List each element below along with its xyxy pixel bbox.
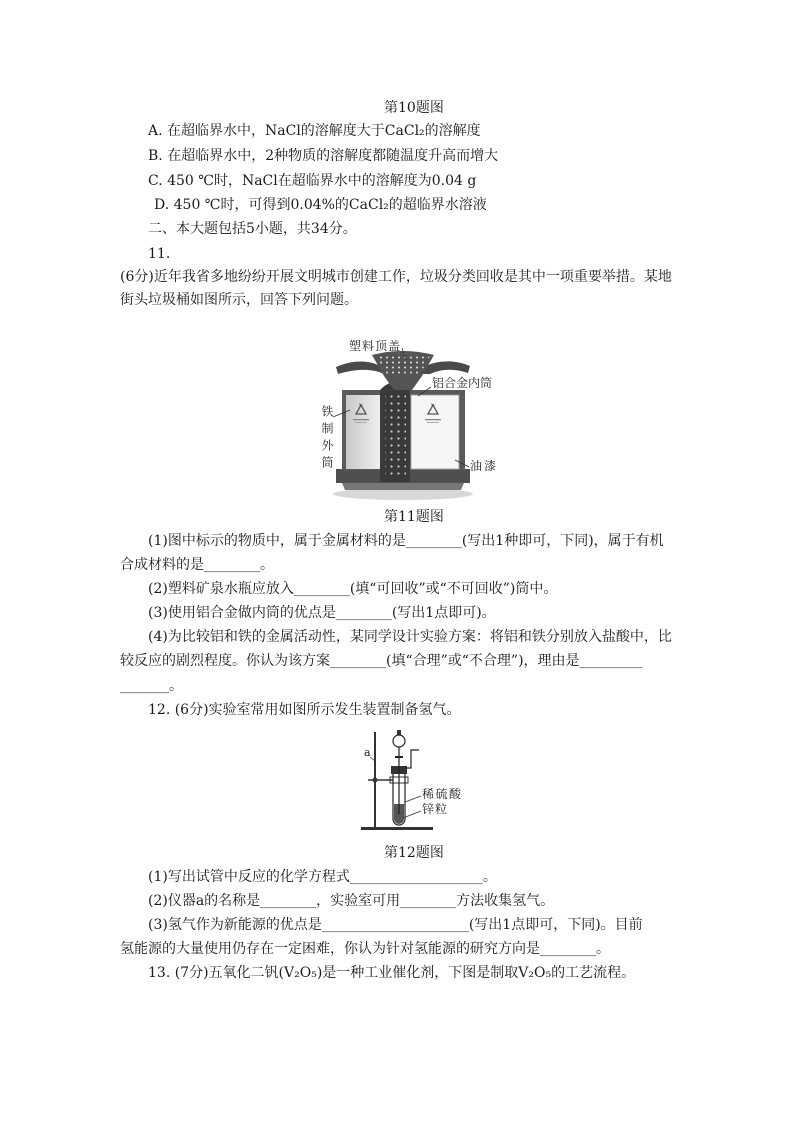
q12-sub-line: (1)写出试管中反应的化学方程式___________________。	[148, 869, 497, 885]
figure-caption-q12: 第12题图	[384, 845, 444, 861]
q12-sub-line: (3)氢气作为新能源的优点是_____________________(写出1点即可，下同)。目前	[148, 917, 643, 933]
right-bin	[411, 395, 459, 469]
option-c: C. 450 ℃时，NaCl在超临界水中的溶解度为0.04 g	[148, 173, 477, 189]
option-d: D. 450 ℃时，可得到0.04%的CaCl₂的超临界水溶液	[154, 197, 487, 213]
question-number-11: 11.	[148, 246, 171, 262]
label-aluminum-inner: 铝合金内筒	[432, 376, 493, 390]
figure-caption-q11: 第11题图	[384, 509, 444, 525]
delivery-tube	[405, 750, 419, 768]
label-iron-outer: 铁制外筒	[320, 405, 334, 473]
figure-q11-trash-bin	[318, 330, 503, 505]
label-dilute-sulfuric-acid: 稀硫酸	[422, 787, 463, 801]
left-bin	[346, 395, 380, 469]
q11-stem-line: 街头垃圾桶如图所示，回答下列问题。	[120, 292, 358, 308]
label-paint: 油漆	[470, 459, 499, 473]
label-zinc-granules: 锌粒	[422, 802, 449, 816]
q13-stem: 13. (7分)五氧化二钒(V₂O₅)是一种工业催化剂，下图是制取V₂O₅的工艺流程。	[148, 965, 636, 981]
q12-sub-line: (2)仪器a的名称是________，实验室可用________方法收集氢气。	[148, 893, 555, 909]
label-instrument-a: a	[364, 746, 371, 759]
option-a: A. 在超临界水中，NaCl的溶解度大于CaCl₂的溶解度	[148, 123, 481, 139]
figure-caption-q10: 第10题图	[384, 100, 444, 116]
clamp	[368, 777, 408, 783]
q12-sub-line: 氢能源的大量使用仍存在一定困难，你认为针对氢能源的研究方向是________。	[120, 941, 610, 957]
q11-sub-line: _______。	[120, 678, 183, 694]
section-heading: 二、本大题包括5小题，共34分。	[148, 221, 357, 237]
q11-sub-line: (3)使用铝合金做内筒的优点是________(写出1点即可)。	[148, 605, 496, 621]
q11-sub-line: (4)为比较铝和铁的金属活动性，某同学设计实验方案：将铝和铁分别放入盐酸中，比	[148, 629, 672, 645]
hydrogen-apparatus-illustration	[355, 728, 475, 836]
q11-sub-line: 较反应的剧烈程度。你认为该方案________(填“合理”或“不合理”)，理由是_________	[120, 653, 643, 669]
q12-stem: 12. (6分)实验室常用如图所示发生装置制备氢气。	[148, 702, 461, 718]
q11-stem-line: (6分)近年我省多地纷纷开展文明城市创建工作，垃圾分类回收是其中一项重要举措。某地	[120, 269, 672, 285]
option-b: B. 在超临界水中，2种物质的溶解度都随温度升高而增大	[148, 148, 499, 164]
label-plastic-lid: 塑料顶盖	[349, 339, 402, 353]
stand-base	[361, 827, 433, 830]
center-column	[380, 382, 410, 482]
q11-sub-line: (2)塑料矿泉水瓶应放入________(填“可回收”或“不可回收”)筒中。	[148, 581, 558, 597]
figure-q12-apparatus	[355, 728, 475, 836]
q11-sub-line: (1)图中标示的物质中，属于金属材料的是________(写出1种即可，下同)，属于有机	[148, 533, 664, 549]
q11-sub-line: 合成材料的是________。	[120, 557, 274, 573]
trash-bin-illustration	[318, 330, 503, 505]
